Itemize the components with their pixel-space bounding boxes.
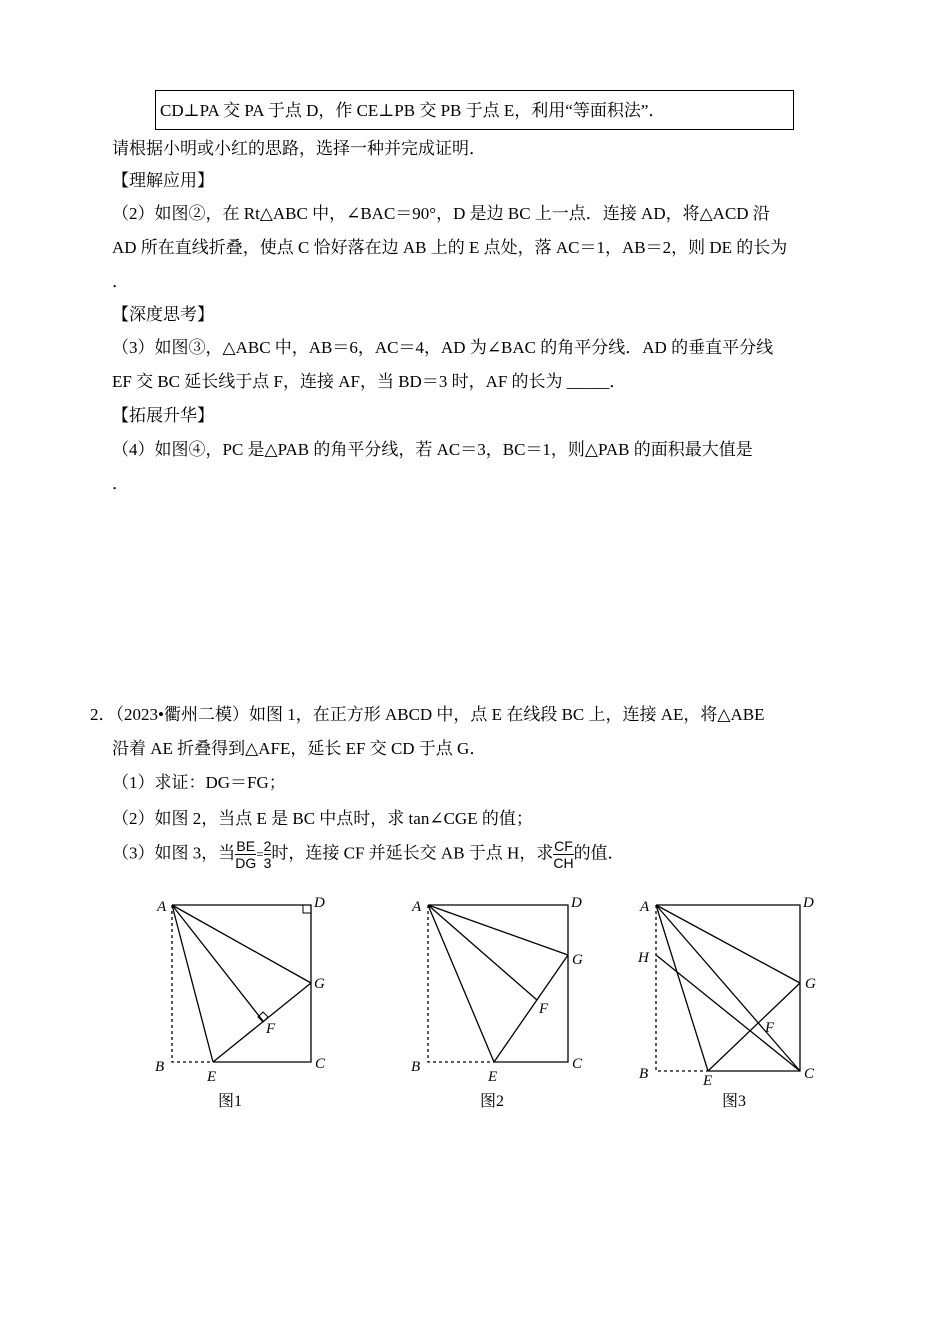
part-2: （2）如图 2，当点 E 是 BC 中点时，求 tan∠CGE 的值； — [112, 809, 533, 828]
figure-3 — [637, 895, 816, 1110]
label: A — [157, 899, 167, 915]
figure-label: F — [765, 1020, 775, 1036]
figure-label: D — [803, 895, 814, 911]
figure-label: B — [411, 1059, 421, 1075]
figure-label: C — [315, 1056, 326, 1072]
text-line: EF 交 BC 延长线于点 F，连接 AF，当 BD＝3 时，AF 的长为 _____． — [112, 372, 627, 391]
figure-label: B — [639, 1066, 649, 1082]
text-line: 请根据小明或小红的思路，选择一种并完成证明． — [112, 139, 486, 158]
part-3-text: （3）如图 3，当 — [112, 843, 236, 863]
equals: = — [256, 846, 264, 862]
figure-label: F — [539, 1001, 549, 1017]
figure-label: A — [412, 899, 422, 915]
section-heading: 【拓展升华】 — [112, 406, 214, 425]
figure-label: A — [640, 899, 650, 915]
figure-label: G — [314, 976, 325, 992]
figure-label: C — [804, 1066, 815, 1082]
figure-label: H — [638, 950, 649, 966]
figure-2 — [411, 895, 583, 1110]
figure-label: E — [207, 1069, 217, 1085]
figure-label: B — [155, 1059, 165, 1075]
denominator: 3 — [263, 855, 272, 871]
section-heading: 【深度思考】 — [112, 305, 214, 324]
numerator: BE — [236, 838, 256, 854]
figure-label: D — [571, 895, 582, 911]
part-1: （1）求证：DG＝FG； — [112, 773, 286, 792]
figure-label: E — [488, 1069, 498, 1085]
figure-label: D — [314, 895, 325, 911]
question-2-line2: 沿着 AE 折叠得到△AFE，延长 EF 交 CD 于点 G． — [112, 739, 487, 758]
caption-fig2: 图2 — [480, 1093, 505, 1110]
text-line: AD 所在直线折叠，使点 C 恰好落在边 AB 上的 E 点处，落 AC＝1，AB＝2，则 DE 的长为 — [112, 238, 788, 257]
figure-label: E — [703, 1073, 713, 1089]
text-line: （3）如图③，△ABC 中，AB＝6，AC＝4，AD 为∠BAC 的角平分线．AD 的垂直平分线 — [112, 338, 774, 357]
denominator: DG — [235, 855, 257, 871]
numerator: 2 — [263, 838, 272, 854]
part-3-text: 时，连接 CF 并延长交 AB 于点 H，求 — [271, 843, 554, 863]
text-line: ． — [112, 474, 129, 493]
figure-label: F — [266, 1021, 276, 1037]
part-3-text: 的值． — [573, 843, 625, 863]
section-heading: 【理解应用】 — [112, 171, 214, 190]
text-line: （2）如图②，在 Rt△ABC 中，∠BAC＝90°，D 是边 BC 上一点．连接 AD，将△ACD 沿 — [112, 204, 770, 223]
figure-label: C — [572, 1056, 583, 1072]
figure-label: G — [572, 952, 583, 968]
question-2-line1: 2．（2023•衢州二模）如图 1，在正方形 ABCD 中，点 E 在线段 BC 上，连接 AE，将△ABE — [90, 705, 765, 724]
hint-text: CD⊥PA 交 PA 于点 D，作 CE⊥PB 交 PB 于点 E，利用“等面积法”． — [160, 101, 666, 120]
numerator: CF — [554, 838, 573, 854]
figure-label: G — [805, 976, 816, 992]
denominator: CH — [553, 855, 574, 871]
caption-fig1: 图1 — [218, 1093, 243, 1110]
text-line: ． — [112, 272, 129, 291]
caption-fig3: 图3 — [722, 1093, 747, 1110]
figure-1 — [155, 895, 326, 1110]
text-line: （4）如图④，PC 是△PAB 的角平分线，若 AC＝3，BC＝1，则△PAB 的面积最大值是 — [112, 440, 753, 459]
